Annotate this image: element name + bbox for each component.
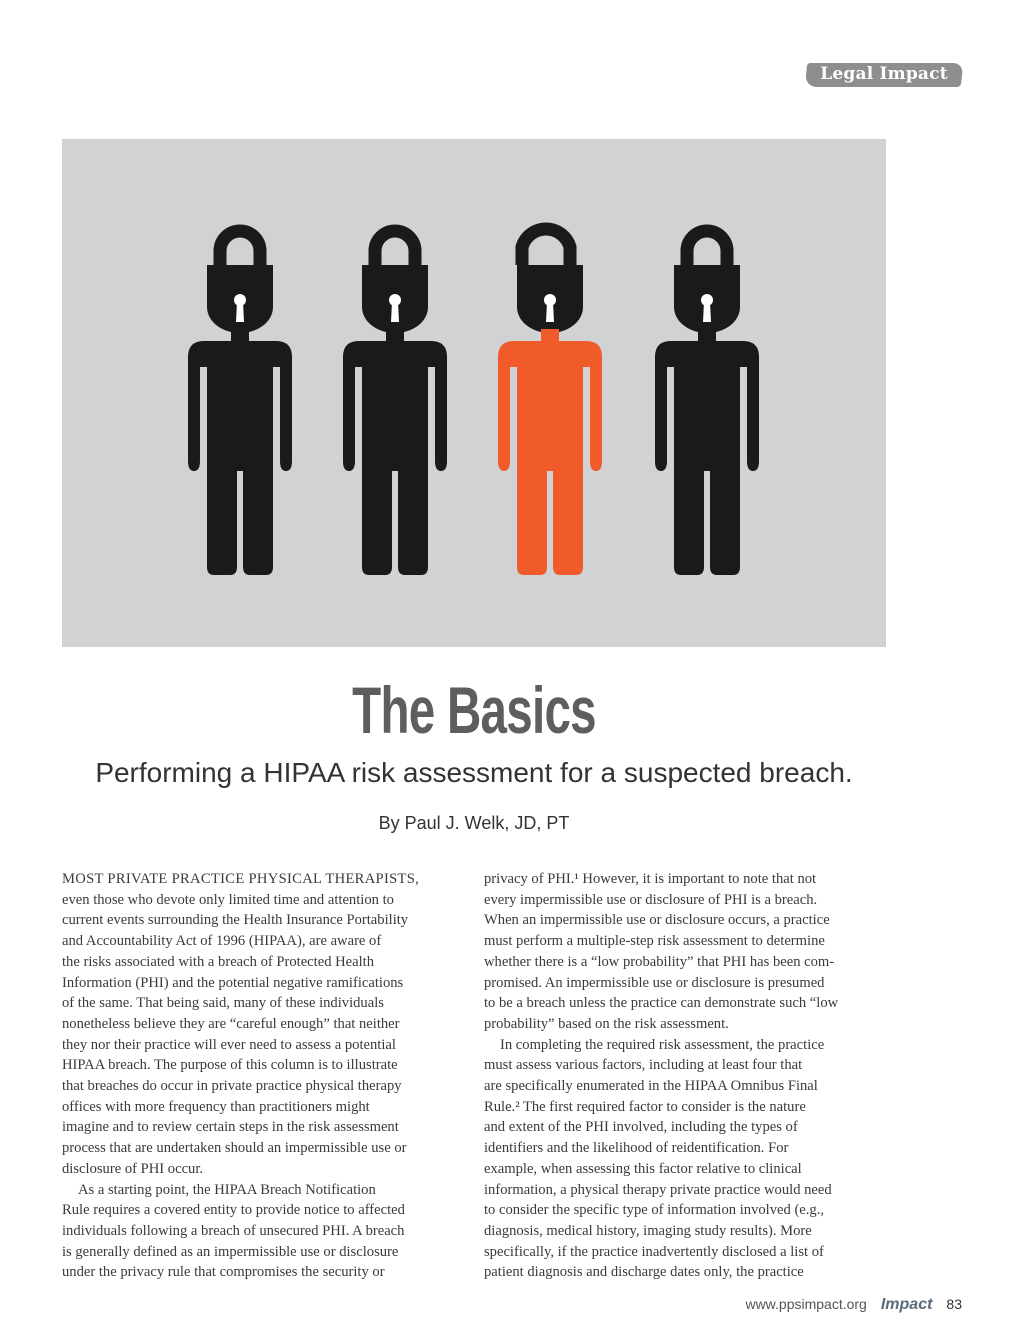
article-title: The Basics [352,673,596,747]
body-column-right [484,869,889,1283]
body-paragraph: In completing the required risk assessment, the practice must assess various factors, including at least four that are specifically enumerated in the HIPAA Omnibus Final Rule.² The first required factor to consider is the nature and extent of the PHI involved, including the types of identifiers and the likelihood of reidentification. For example, when assessing this factor relative to clinical information, a physical therapy private practice would need to consider the specific type of information involved (e.g., diagnosis, medical history, imaging study results). More specifically, if the practice inadvertently disclosed a list of patient diagnosis and discharge dates only, the practice [484,1036,832,1281]
body-paragraph: privacy of PHI.¹ However, it is important to note that not every impermissible use or disclosure of PHI is a breach. When an impermissible use or disclosure occurs, a practice must perform a multiple-step risk assessment to determine whether there is a “low probability” that PHI has been com- promised. An impermissible use or disclosure is presumed to be a breach unless the practice can demonstrate such “low probability” based on the risk assessment. [484,871,839,1032]
article-byline: By Paul J. Welk, JD, PT [378,813,570,833]
page-number: 83 [946,1296,962,1312]
body-paragraph: As a starting point, the HIPAA Breach Notification Rule requires a covered entity to provide notice to affected individuals following a breach of unsecured PHI. A breach is generally defined as an impermissible use or disclosure under the privacy rule that compromises the security or [62,1181,405,1281]
footer-url: www.ppsimpact.org [745,1296,867,1312]
body-paragraph: MOST PRIVATE PRACTICE PHYSICAL THERAPISTS, even those who devote only limited time and attention to current events surrounding the Health Insurance Portability and Accountability Act of 1996 (HIPAA), are aware of the risks associated with a breach of Protected Health Information (PHI) and the potential negative ramifications of the same. That being said, many of these individuals nonetheless believe they are “careful enough” that neither they nor their practice will ever need to assess a potential HIPAA breach. The purpose of this column is to illustrate that breaches do occur in private practice physical therapy offices with more frequency than practitioners might imagine and to review certain steps in the risk assessment process that are undertaken should an impermissible use or disclosure of PHI occur. [62,871,420,1177]
footer-brand-logo: Impact [880,1296,933,1313]
article-subtitle: Performing a HIPAA risk assessment for a suspected breach. [95,757,853,788]
body-column-left [62,869,467,1283]
section-tag-label: Legal Impact [820,64,948,84]
page-footer [745,1296,962,1314]
